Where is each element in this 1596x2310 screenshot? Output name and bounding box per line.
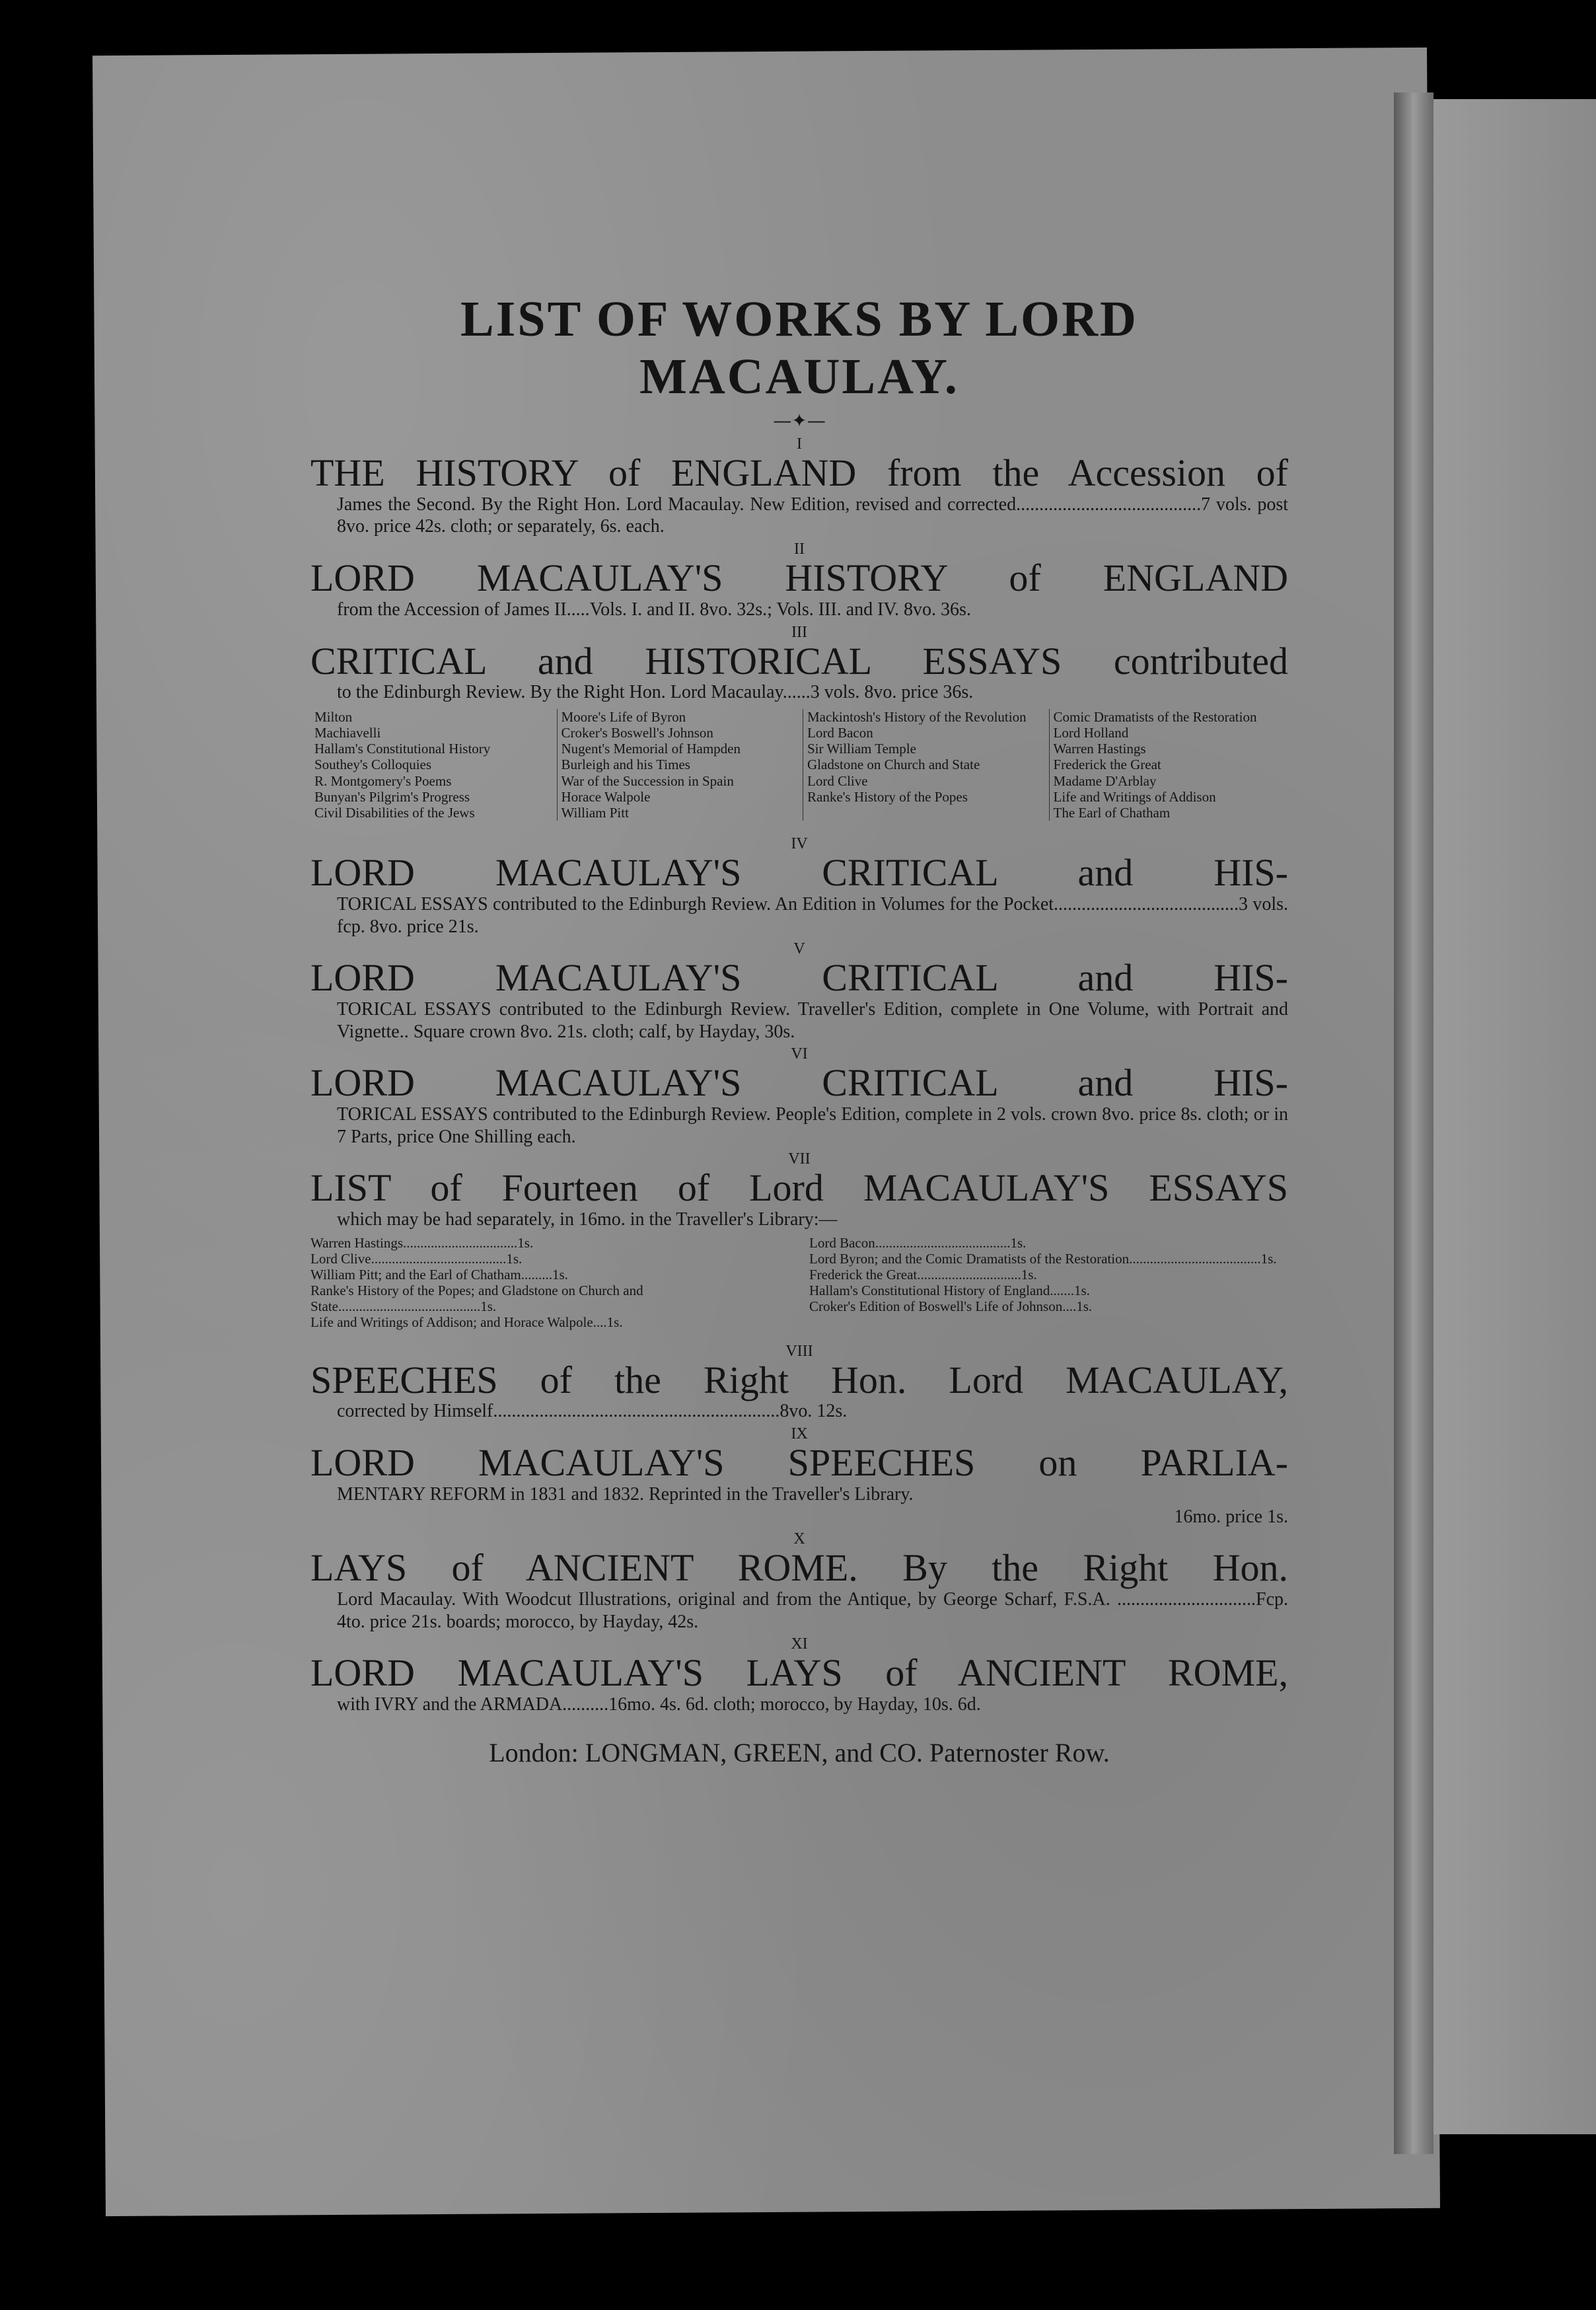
contents-item: Croker's Boswell's Johnson <box>561 725 713 741</box>
entry-3 <box>310 624 1288 821</box>
contents-item: Moore's Life of Byron <box>561 709 686 726</box>
contents-item: Bunyan's Pilgrim's Progress <box>314 788 470 805</box>
essay-item: Life and Writings of Addison; and Horace Walpole....1s. <box>310 1314 623 1331</box>
entry-number: X <box>793 1530 805 1548</box>
entry-number: VII <box>788 1150 811 1168</box>
contents-item: Sir William Temple <box>807 741 916 757</box>
entry-heading: LAYS of ANCIENT ROME. By the Right Hon. <box>310 1546 1288 1590</box>
page-title: LIST OF WORKS BY LORD MACAULAY. <box>460 291 1138 404</box>
entry-heading: LORD MACAULAY'S CRITICAL and HIS- <box>310 956 1288 1000</box>
essay-item: Croker's Edition of Boswell's Life of Johnson....1s. <box>809 1298 1093 1315</box>
entry-heading: LIST of Fourteen of Lord MACAULAY'S ESSAYS <box>310 1166 1288 1210</box>
essays-left-column <box>310 1235 789 1331</box>
entry-body: which may be had separately, in 16mo. in the Traveller's Library:— <box>337 1209 838 1230</box>
entry-number: IV <box>791 835 808 853</box>
entry-body: MENTARY REFORM in 1831 and 1832. Reprinted in the Traveller's Library. <box>337 1483 914 1505</box>
entry-heading: LORD MACAULAY'S CRITICAL and HIS- <box>310 1061 1288 1105</box>
contents-item: Civil Disabilities of the Jews <box>314 804 475 821</box>
contents-column-2 <box>557 709 797 821</box>
entry-2 <box>310 540 1288 620</box>
entry-1 <box>310 435 1288 538</box>
entry-number: I <box>797 435 802 453</box>
entry-6 <box>310 1045 1288 1148</box>
book-spine <box>1394 93 1433 2154</box>
essay-item: Ranke's History of the Popes; and Gladstone on Church and State.........................................1s. <box>310 1283 643 1315</box>
entry-body: TORICAL ESSAYS contributed to the Edinburgh Review. People's Edition, complete in 2 vols. crown 8vo. price 8s. cloth; or in 7 Parts, price One Shilling each. <box>337 1104 1288 1147</box>
entry-body: with IVRY and the ARMADA..........16mo. 4s. 6d. cloth; morocco, by Hayday, 10s. 6d. <box>337 1694 981 1715</box>
entry-11 <box>310 1635 1288 1715</box>
contents-item: Warren Hastings <box>1053 741 1146 757</box>
entry-price: 16mo. price 1s. <box>1174 1506 1288 1527</box>
contents-item: Lord Holland <box>1053 725 1129 741</box>
contents-item: Life and Writings of Addison <box>1053 788 1216 805</box>
adjacent-page-edge <box>1433 99 1596 2134</box>
essay-item: Lord Bacon.......................................1s. <box>809 1234 1027 1251</box>
contents-item: Burleigh and his Times <box>561 757 690 773</box>
contents-item: Frederick the Great <box>1053 757 1161 773</box>
entry-8 <box>310 1343 1288 1423</box>
essay-item: Hallam's Constitutional History of England.......1s. <box>809 1283 1090 1299</box>
essay-contents-columns <box>310 709 1288 821</box>
contents-item: Madame D'Arblay <box>1053 772 1157 789</box>
entry-number: V <box>793 940 805 958</box>
contents-column-4 <box>1049 709 1289 821</box>
contents-item: Horace Walpole <box>561 788 651 805</box>
contents-item: Milton <box>314 709 353 726</box>
entry-heading: CRITICAL and HISTORICAL ESSAYS contributed <box>310 639 1288 683</box>
essay-item: Lord Clive.......................................1s. <box>310 1250 523 1267</box>
entry-heading: THE HISTORY of ENGLAND from the Accession of <box>310 451 1288 494</box>
contents-column-3 <box>803 709 1042 821</box>
entry-5 <box>310 940 1288 1043</box>
contents-item: Lord Bacon <box>807 725 873 741</box>
separate-essays-list <box>310 1235 1288 1331</box>
essays-right-column <box>809 1235 1288 1331</box>
entry-heading: SPEECHES of the Right Hon. Lord MACAULAY, <box>310 1358 1288 1401</box>
entry-body: TORICAL ESSAYS contributed to the Edinburgh Review. An Edition in Volumes for the Pocket........................................3 vols. fcp. 8vo. price 21s. <box>337 893 1288 937</box>
entry-body: corrected by Himself..............................................................8vo. 12s. <box>337 1401 848 1422</box>
contents-item: William Pitt <box>561 804 629 821</box>
entry-7 <box>310 1150 1288 1330</box>
contents-item: Gladstone on Church and State <box>807 757 980 773</box>
entry-number: III <box>791 623 807 641</box>
contents-item: War of the Succession in Spain <box>561 772 734 789</box>
page-content <box>310 291 1288 1768</box>
title-ornament: —✦— <box>773 410 826 431</box>
entry-body: TORICAL ESSAYS contributed to the Edinburgh Review. Traveller's Edition, complete in One Volume, with Portrait and Vignette.. Square crown 8vo. 21s. cloth; calf, by Hayday, 30s. <box>337 999 1288 1042</box>
essay-item: Warren Hastings.................................1s. <box>310 1234 534 1251</box>
entry-number: VI <box>791 1045 808 1063</box>
contents-column-1 <box>310 709 550 821</box>
entry-10 <box>310 1530 1288 1633</box>
publisher-imprint: London: LONGMAN, GREEN, and CO. Paternoster Row. <box>489 1737 1110 1768</box>
entry-number: VIII <box>785 1342 813 1360</box>
contents-item: Lord Clive <box>807 772 868 789</box>
contents-item: R. Montgomery's Poems <box>314 772 452 789</box>
essay-item: William Pitt; and the Earl of Chatham.........1s. <box>310 1267 568 1283</box>
entry-heading: LORD MACAULAY'S CRITICAL and HIS- <box>310 851 1288 895</box>
contents-item: Machiavelli <box>314 725 381 741</box>
entry-heading: LORD MACAULAY'S HISTORY of ENGLAND <box>310 556 1288 600</box>
entry-number: IX <box>791 1425 808 1443</box>
entry-heading: LORD MACAULAY'S SPEECHES on PARLIA- <box>310 1441 1288 1485</box>
essay-item: Lord Byron; and the Comic Dramatists of the Restoration......................................1s. <box>809 1250 1277 1267</box>
contents-item: Hallam's Constitutional History <box>314 741 491 757</box>
entry-number: XI <box>791 1635 808 1653</box>
entry-body: Lord Macaulay. With Woodcut Illustrations, original and from the Antique, by George Scharf, F.S.A. ..............................Fcp. 4to. price 21s. boards; morocco, by Hayday, 42s. <box>337 1589 1288 1632</box>
entry-9 <box>310 1425 1288 1528</box>
contents-item: Mackintosh's History of the Revolution <box>807 709 1027 726</box>
entry-body: from the Accession of James II.....Vols. I. and II. 8vo. 32s.; Vols. III. and IV. 8vo. 36s. <box>337 599 971 620</box>
contents-item: The Earl of Chatham <box>1053 804 1171 821</box>
entry-heading: LORD MACAULAY'S LAYS of ANCIENT ROME, <box>310 1651 1288 1695</box>
contents-item: Ranke's History of the Popes <box>807 788 968 805</box>
contents-item: Comic Dramatists of the Restoration <box>1053 709 1257 726</box>
contents-item: Southey's Colloquies <box>314 757 432 773</box>
entry-4 <box>310 835 1288 938</box>
entry-number: II <box>794 540 805 558</box>
entry-body: James the Second. By the Right Hon. Lord Macaulay. New Edition, revised and corrected........................................7 vols. post 8vo. price 42s. cloth; or separately, 6s. each. <box>337 494 1288 537</box>
entry-body: to the Edinburgh Review. By the Right Hon. Lord Macaulay......3 vols. 8vo. price 36s. <box>337 682 974 703</box>
contents-item: Nugent's Memorial of Hampden <box>561 741 741 757</box>
essay-item: Frederick the Great..............................1s. <box>809 1267 1037 1283</box>
